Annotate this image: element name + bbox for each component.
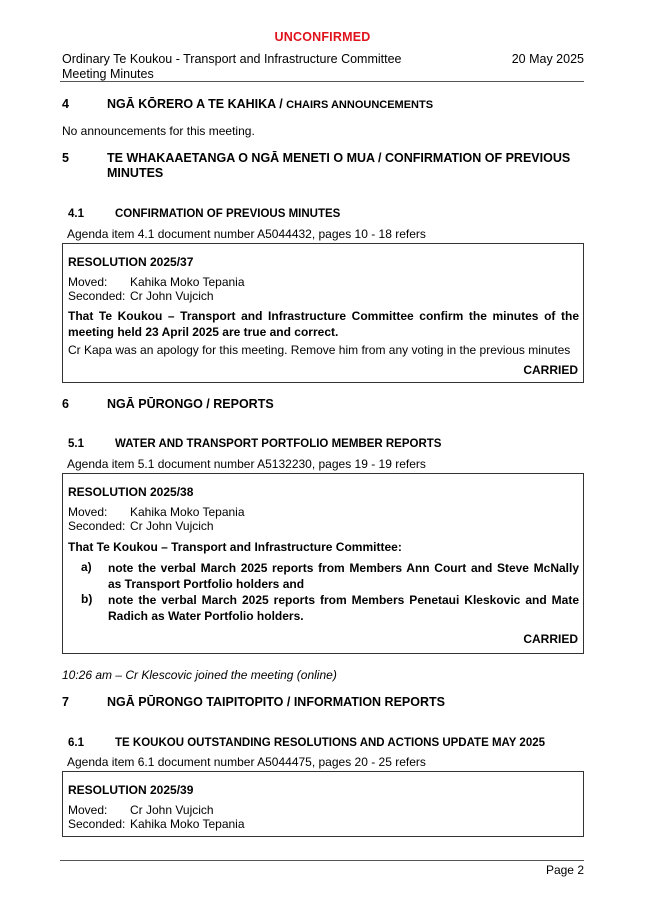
moved-value: Cr John Vujcich xyxy=(130,803,214,817)
subsection-5-1-number: 5.1 xyxy=(68,438,84,450)
agenda-ref-6-1: Agenda item 6.1 document number A5044475, pages 20 - 25 refers xyxy=(67,755,426,769)
section-7-number: 7 xyxy=(62,695,69,709)
resolution-box-2025-39 xyxy=(62,771,584,837)
agenda-ref-5-1: Agenda item 5.1 document number A5132230, pages 19 - 19 refers xyxy=(67,457,426,471)
section-5-number: 5 xyxy=(62,151,69,165)
resolution-title: RESOLUTION 2025/37 xyxy=(68,255,194,269)
section-5-title-line1: TE WHAKAAETANGA O NGĀ MENETI O MUA / CONFIRMATION OF PREVIOUS xyxy=(107,151,571,165)
footer-divider xyxy=(60,860,584,861)
resolution-motion: That Te Koukou – Transport and Infrastructure Committee: xyxy=(68,540,402,554)
resolution-box-2025-37 xyxy=(62,243,584,383)
section-4-number: 4 xyxy=(62,97,69,111)
section-5-title xyxy=(107,151,587,181)
section-7-title: NGĀ PŪRONGO TAIPITOPITO / INFORMATION REPORTS xyxy=(107,695,445,709)
document-type: Meeting Minutes xyxy=(62,67,154,81)
header-divider xyxy=(60,81,584,82)
list-item-marker: b) xyxy=(81,592,93,606)
moved-label: Moved: xyxy=(68,803,108,817)
seconded-label: Seconded: xyxy=(68,289,126,303)
seconded-value: Cr John Vujcich xyxy=(130,519,214,533)
list-item: note the verbal March 2025 reports from Members Ann Court and Steve McNally as Transport Portfolio holders and xyxy=(108,561,579,591)
resolution-title: RESOLUTION 2025/38 xyxy=(68,485,194,499)
section-4-title-main: NGĀ KŌRERO A TE KAHIKA / xyxy=(107,97,287,111)
resolution-motion: That Te Koukou – Transport and Infrastructure Committee confirm the minutes of the meeting held 23 April 2025 are true and correct. xyxy=(68,309,579,339)
seconded-value: Cr John Vujcich xyxy=(130,289,214,303)
moved-value: Kahika Moko Tepania xyxy=(130,505,245,519)
list-item: note the verbal March 2025 reports from Members Penetaui Kleskovic and Mate Radich as Water Portfolio holders. xyxy=(108,593,579,623)
section-5-title-line2: MINUTES xyxy=(107,166,164,180)
timestamp-note: 10:26 am – Cr Klescovic joined the meeting (online) xyxy=(62,668,337,682)
section-4-title-small: CHAIRS ANNOUNCEMENTS xyxy=(286,99,434,111)
section-4-title xyxy=(107,97,587,113)
seconded-label: Seconded: xyxy=(68,519,126,533)
resolution-box-2025-38 xyxy=(62,473,584,654)
meeting-date: 20 May 2025 xyxy=(511,52,584,66)
seconded-label: Seconded: xyxy=(68,817,126,831)
subsection-4-1-title: CONFIRMATION OF PREVIOUS MINUTES xyxy=(115,208,341,220)
unconfirmed-status: UNCONFIRMED xyxy=(274,30,371,44)
resolution-outcome: CARRIED xyxy=(523,632,578,646)
subsection-4-1-number: 4.1 xyxy=(68,208,84,220)
committee-name: Ordinary Te Koukou - Transport and Infrastructure Committee xyxy=(62,52,402,66)
section-4-text: No announcements for this meeting. xyxy=(62,124,255,138)
seconded-value: Kahika Moko Tepania xyxy=(130,817,245,831)
page-number: Page 2 xyxy=(545,863,584,877)
document-header xyxy=(62,52,402,82)
subsection-6-1-title: TE KOUKOU OUTSTANDING RESOLUTIONS AND ACTIONS UPDATE MAY 2025 xyxy=(115,737,546,749)
moved-label: Moved: xyxy=(68,505,108,519)
section-6-number: 6 xyxy=(62,397,69,411)
moved-value: Kahika Moko Tepania xyxy=(130,275,245,289)
subsection-6-1-number: 6.1 xyxy=(68,737,84,749)
moved-label: Moved: xyxy=(68,275,108,289)
agenda-ref-4-1: Agenda item 4.1 document number A5044432, pages 10 - 18 refers xyxy=(67,227,426,241)
resolution-outcome: CARRIED xyxy=(523,363,578,377)
subsection-5-1-title: WATER AND TRANSPORT PORTFOLIO MEMBER REPORTS xyxy=(115,438,442,450)
section-6-title: NGĀ PŪRONGO / REPORTS xyxy=(107,397,274,411)
resolution-note: Cr Kapa was an apology for this meeting. Remove him from any voting in the previous minutes xyxy=(68,343,571,357)
resolution-title: RESOLUTION 2025/39 xyxy=(68,783,194,797)
list-item-marker: a) xyxy=(81,560,92,574)
